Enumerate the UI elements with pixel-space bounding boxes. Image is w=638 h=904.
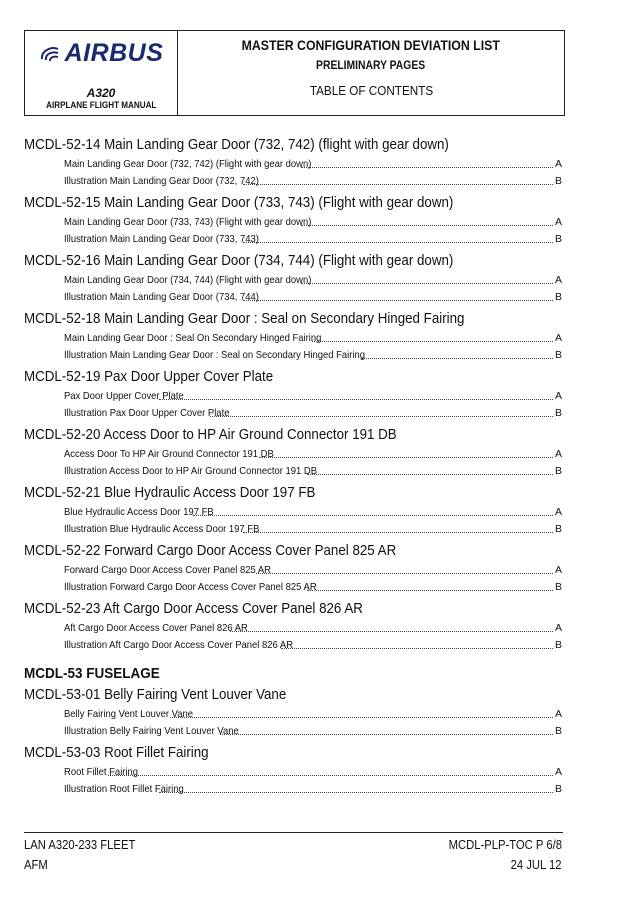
toc-entry-page: B	[554, 349, 562, 361]
toc-entry-label: Illustration Forward Cargo Door Access Cover Panel 825 AR	[64, 581, 317, 593]
document-title: MASTER CONFIGURATION DEVIATION LIST	[241, 37, 501, 53]
toc-entry-label: Main Landing Gear Door : Seal On Secondary Hinged Fairing	[64, 332, 322, 344]
section-title: TABLE OF CONTENTS	[309, 83, 433, 98]
toc-entry[interactable]	[64, 231, 562, 248]
table-of-contents	[24, 134, 562, 800]
toc-entry-page: A	[554, 274, 562, 286]
dot-leader	[193, 504, 553, 516]
toc-section	[24, 308, 562, 366]
chapter-heading: MCDL-53 FUSELAGE	[24, 665, 160, 682]
toc-entry-label: Access Door To HP Air Ground Connector 191 DB	[64, 448, 274, 460]
toc-entry[interactable]	[64, 446, 562, 463]
toc-entry[interactable]	[64, 405, 562, 422]
dot-leader	[230, 620, 553, 632]
toc-entry-label: Blue Hydraulic Access Door 197 FB	[64, 506, 214, 518]
toc-entry-page: B	[554, 233, 562, 245]
toc-entry-label: Illustration Main Landing Gear Door (733, 743)	[64, 233, 259, 245]
toc-section	[24, 366, 562, 424]
footer-divider	[24, 832, 563, 833]
toc-entry[interactable]	[64, 289, 562, 306]
toc-entry-page: A	[554, 622, 562, 634]
toc-entry-label: Illustration Blue Hydraulic Access Door 197 FB	[64, 523, 260, 535]
toc-entry-page: B	[554, 581, 562, 593]
toc-section-title[interactable]: MCDL-52-18 Main Landing Gear Door : Seal on Secondary Hinged Fairing	[24, 311, 465, 327]
toc-entry-page: A	[554, 506, 562, 518]
dot-leader	[108, 764, 553, 776]
toc-entry-label: Main Landing Gear Door (734, 744) (Flight with gear down)	[64, 274, 312, 286]
toc-entry-page: A	[554, 216, 562, 228]
toc-entry[interactable]	[64, 173, 562, 190]
toc-entry-label: Main Landing Gear Door (733, 743) (Flight with gear down)	[64, 216, 312, 228]
toc-section-title[interactable]: MCDL-52-15 Main Landing Gear Door (733, 743) (Flight with gear down)	[24, 195, 454, 211]
toc-section	[24, 250, 562, 308]
dot-leader	[159, 781, 553, 793]
toc-entry-label: Illustration Aft Cargo Door Access Cover Panel 826 AR	[64, 639, 294, 651]
footer-page-ref: MCDL-PLP-TOC P 6/8	[448, 838, 562, 852]
toc-entry-page: B	[554, 783, 562, 795]
toc-section-title[interactable]: MCDL-52-22 Forward Cargo Door Access Cover Panel 825 AR	[24, 543, 397, 559]
toc-entry-page: A	[554, 332, 562, 344]
toc-entry[interactable]	[64, 579, 562, 596]
toc-entry-label: Illustration Belly Fairing Vent Louver Vane	[64, 725, 239, 737]
manual-name: AIRPLANE FLIGHT MANUAL	[45, 100, 157, 110]
dot-leader	[301, 214, 553, 226]
toc-section	[24, 598, 562, 656]
toc-entry-page: B	[554, 523, 562, 535]
toc-section-title[interactable]: MCDL-53-03 Root Fillet Fairing	[24, 745, 209, 761]
toc-section	[24, 192, 562, 250]
toc-entry-page: A	[554, 390, 562, 402]
toc-section-title[interactable]: MCDL-52-14 Main Landing Gear Door (732, 742) (flight with gear down)	[24, 137, 449, 153]
toc-entry-label: Illustration Root Fillet Fairing	[64, 783, 184, 795]
toc-entry[interactable]	[64, 521, 562, 538]
toc-entry-page: B	[554, 639, 562, 651]
toc-entry[interactable]	[64, 637, 562, 654]
dot-leader	[307, 579, 553, 591]
toc-entry-page: B	[554, 465, 562, 477]
toc-entry[interactable]	[64, 214, 562, 231]
toc-entry-label: Illustration Main Landing Gear Door (734, 744)	[64, 291, 259, 303]
toc-entry-label: Main Landing Gear Door (732, 742) (Flight with gear down)	[64, 158, 312, 170]
toc-entry-label: Illustration Access Door to HP Air Ground Connector 191 DB	[64, 465, 318, 477]
header-logo-cell	[25, 31, 178, 115]
toc-entry-label: Illustration Main Landing Gear Door (732, 742)	[64, 175, 259, 187]
toc-section-title[interactable]: MCDL-53-01 Belly Fairing Vent Louver Vane	[24, 687, 287, 703]
toc-section-title[interactable]: MCDL-52-16 Main Landing Gear Door (734, 744) (Flight with gear down)	[24, 253, 454, 269]
toc-entry[interactable]	[64, 463, 562, 480]
toc-entry[interactable]	[64, 764, 562, 781]
toc-section	[24, 424, 562, 482]
dot-leader	[312, 330, 553, 342]
toc-entry[interactable]	[64, 723, 562, 740]
toc-entry[interactable]	[64, 330, 562, 347]
toc-entry-page: B	[554, 175, 562, 187]
toc-entry-page: A	[554, 448, 562, 460]
footer-fleet: LAN A320-233 FLEET	[24, 838, 136, 852]
toc-section-title[interactable]: MCDL-52-21 Blue Hydraulic Access Door 197 FB	[24, 485, 316, 501]
toc-section	[24, 742, 562, 800]
dot-leader	[170, 706, 553, 718]
dot-leader	[210, 405, 553, 417]
toc-section	[24, 134, 562, 192]
footer-doc: AFM	[24, 858, 48, 872]
toc-entry[interactable]	[64, 781, 562, 798]
toc-entry-label: Belly Fairing Vent Louver Vane	[64, 708, 194, 720]
toc-section-title[interactable]: MCDL-52-20 Access Door to HP Air Ground Connector 191 DB	[24, 427, 397, 443]
toc-entry-label: Root Fillet Fairing	[64, 766, 139, 778]
toc-entry[interactable]	[64, 156, 562, 173]
toc-section-title[interactable]: MCDL-52-23 Aft Cargo Door Access Cover Panel 826 AR	[24, 601, 363, 617]
toc-entry-label: Illustration Pax Door Upper Cover Plate	[64, 407, 230, 419]
toc-section-title[interactable]: MCDL-52-19 Pax Door Upper Cover Plate	[24, 369, 274, 385]
toc-entry[interactable]	[64, 504, 562, 521]
toc-entry-label: Pax Door Upper Cover Plate	[64, 390, 184, 402]
logo-text: AIRBUS	[64, 39, 164, 67]
toc-entry[interactable]	[64, 706, 562, 723]
toc-entry[interactable]	[64, 620, 562, 637]
toc-entry-label: Illustration Main Landing Gear Door : Seal on Secondary Hinged Fairing	[64, 349, 365, 361]
toc-entry[interactable]	[64, 272, 562, 289]
dot-leader	[243, 231, 553, 243]
dot-leader	[243, 173, 553, 185]
document-subtitle: PRELIMINARY PAGES	[316, 60, 426, 72]
toc-section	[24, 482, 562, 540]
aircraft-model: A320	[86, 86, 116, 100]
dot-leader	[301, 272, 553, 284]
toc-entry-page: A	[554, 158, 562, 170]
airbus-swirl-icon	[39, 45, 61, 63]
dot-leader	[256, 562, 553, 574]
page-header	[24, 30, 565, 116]
toc-entry-page: A	[554, 564, 562, 576]
toc-entry-label: Forward Cargo Door Access Cover Panel 825 AR	[64, 564, 271, 576]
toc-entry-page: B	[554, 291, 562, 303]
dot-leader	[220, 723, 553, 735]
dot-leader	[307, 463, 553, 475]
airbus-logo	[39, 39, 164, 68]
header-title-cell	[178, 31, 564, 115]
toc-entry[interactable]	[64, 347, 562, 364]
toc-entry-page: A	[554, 766, 562, 778]
footer-date: 24 JUL 12	[511, 858, 562, 872]
toc-section	[24, 540, 562, 598]
dot-leader	[361, 347, 553, 359]
dot-leader	[259, 446, 553, 458]
toc-entry[interactable]	[64, 562, 562, 579]
toc-entry-page: A	[554, 708, 562, 720]
dot-leader	[281, 637, 553, 649]
dot-leader	[301, 156, 553, 168]
toc-entry-label: Aft Cargo Door Access Cover Panel 826 AR	[64, 622, 248, 634]
dot-leader	[159, 388, 553, 400]
toc-entry[interactable]	[64, 388, 562, 405]
toc-entry-page: B	[554, 407, 562, 419]
toc-entry-page: B	[554, 725, 562, 737]
dot-leader	[243, 289, 553, 301]
dot-leader	[243, 521, 553, 533]
toc-section	[24, 684, 562, 742]
